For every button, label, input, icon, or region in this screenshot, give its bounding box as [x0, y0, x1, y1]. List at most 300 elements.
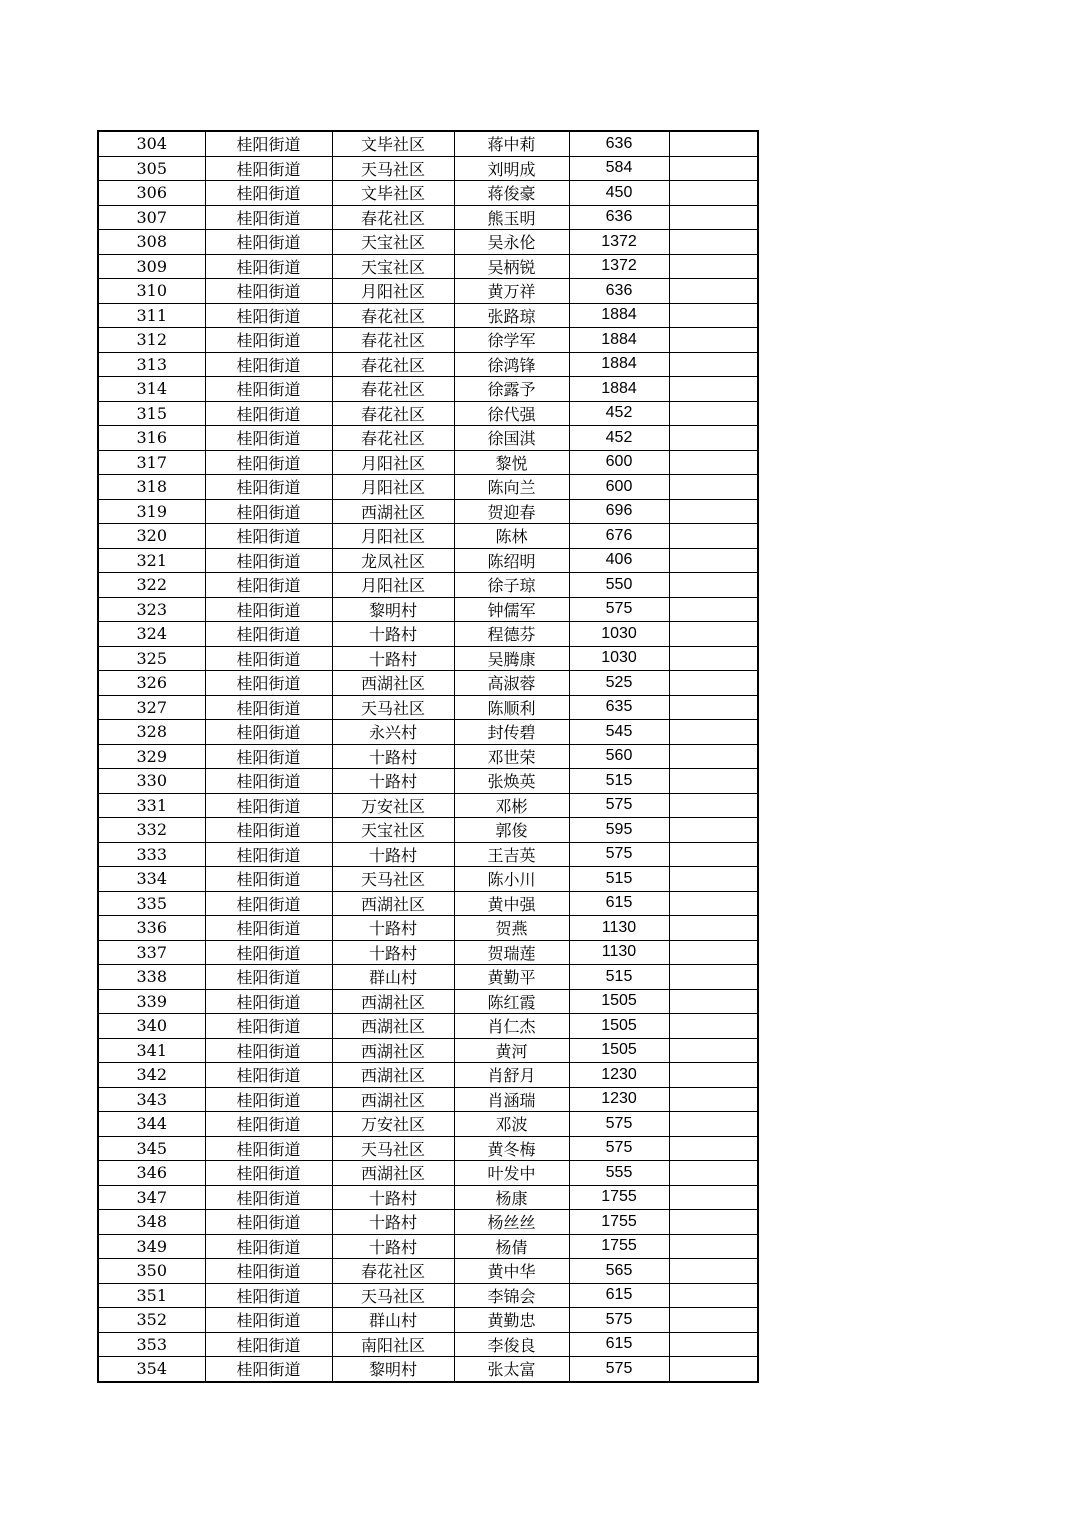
- cell-street: 桂阳街道: [205, 573, 332, 598]
- cell-name: 张太富: [454, 1357, 569, 1382]
- cell-number: 341: [98, 1038, 205, 1063]
- table-row: [98, 1136, 758, 1161]
- cell-name: 封传碧: [454, 720, 569, 745]
- cell-name: 郭俊: [454, 818, 569, 843]
- cell-community: 春花社区: [332, 328, 454, 353]
- cell-community: 月阳社区: [332, 524, 454, 549]
- cell-name: 熊玉明: [454, 205, 569, 230]
- cell-note: [669, 1283, 758, 1308]
- cell-amount: 565: [569, 1259, 669, 1284]
- table-row: [98, 352, 758, 377]
- cell-number: 335: [98, 891, 205, 916]
- cell-street: 桂阳街道: [205, 695, 332, 720]
- cell-street: 桂阳街道: [205, 1283, 332, 1308]
- cell-name: 杨倩: [454, 1234, 569, 1259]
- cell-number: 326: [98, 671, 205, 696]
- cell-street: 桂阳街道: [205, 1014, 332, 1039]
- cell-amount: 615: [569, 891, 669, 916]
- cell-street: 桂阳街道: [205, 622, 332, 647]
- cell-name: 陈绍明: [454, 548, 569, 573]
- cell-note: [669, 181, 758, 206]
- cell-amount: 1505: [569, 1014, 669, 1039]
- table-row: [98, 131, 758, 156]
- cell-number: 330: [98, 769, 205, 794]
- cell-amount: 636: [569, 205, 669, 230]
- cell-note: [669, 793, 758, 818]
- table-row: [98, 401, 758, 426]
- cell-amount: 1884: [569, 328, 669, 353]
- cell-note: [669, 965, 758, 990]
- cell-note: [669, 1259, 758, 1284]
- cell-amount: 600: [569, 475, 669, 500]
- cell-amount: 450: [569, 181, 669, 206]
- cell-community: 黎明村: [332, 1357, 454, 1382]
- cell-community: 天宝社区: [332, 818, 454, 843]
- table-row: [98, 1063, 758, 1088]
- cell-street: 桂阳街道: [205, 867, 332, 892]
- cell-community: 群山村: [332, 965, 454, 990]
- cell-note: [669, 548, 758, 573]
- cell-number: 338: [98, 965, 205, 990]
- table-row: [98, 524, 758, 549]
- cell-note: [669, 1161, 758, 1186]
- table-row: [98, 1357, 758, 1382]
- cell-note: [669, 1308, 758, 1333]
- cell-number: 317: [98, 450, 205, 475]
- cell-note: [669, 426, 758, 451]
- cell-note: [669, 744, 758, 769]
- cell-name: 邓世荣: [454, 744, 569, 769]
- cell-name: 蒋中莉: [454, 131, 569, 156]
- cell-community: 西湖社区: [332, 1014, 454, 1039]
- cell-note: [669, 1210, 758, 1235]
- cell-community: 万安社区: [332, 1112, 454, 1137]
- cell-number: 312: [98, 328, 205, 353]
- cell-street: 桂阳街道: [205, 1161, 332, 1186]
- table-row: [98, 720, 758, 745]
- cell-street: 桂阳街道: [205, 891, 332, 916]
- cell-number: 336: [98, 916, 205, 941]
- cell-community: 春花社区: [332, 1259, 454, 1284]
- cell-name: 徐子琼: [454, 573, 569, 598]
- cell-name: 李锦会: [454, 1283, 569, 1308]
- cell-number: 309: [98, 254, 205, 279]
- cell-name: 肖仁杰: [454, 1014, 569, 1039]
- cell-number: 324: [98, 622, 205, 647]
- cell-community: 西湖社区: [332, 671, 454, 696]
- cell-amount: 1884: [569, 352, 669, 377]
- cell-street: 桂阳街道: [205, 1112, 332, 1137]
- table-row: [98, 965, 758, 990]
- cell-amount: 575: [569, 1112, 669, 1137]
- cell-community: 天马社区: [332, 1136, 454, 1161]
- cell-number: 319: [98, 499, 205, 524]
- cell-note: [669, 156, 758, 181]
- cell-amount: 676: [569, 524, 669, 549]
- table-row: [98, 205, 758, 230]
- cell-amount: 1372: [569, 230, 669, 255]
- cell-number: 334: [98, 867, 205, 892]
- cell-note: [669, 377, 758, 402]
- cell-community: 十路村: [332, 1185, 454, 1210]
- table-row: [98, 818, 758, 843]
- cell-name: 徐国淇: [454, 426, 569, 451]
- cell-number: 310: [98, 279, 205, 304]
- cell-street: 桂阳街道: [205, 1136, 332, 1161]
- cell-street: 桂阳街道: [205, 401, 332, 426]
- cell-note: [669, 279, 758, 304]
- table-row: [98, 548, 758, 573]
- table-row: [98, 646, 758, 671]
- cell-number: 315: [98, 401, 205, 426]
- cell-note: [669, 475, 758, 500]
- cell-street: 桂阳街道: [205, 1332, 332, 1357]
- cell-community: 天马社区: [332, 695, 454, 720]
- table-row: [98, 1014, 758, 1039]
- cell-amount: 575: [569, 1357, 669, 1382]
- cell-amount: 515: [569, 867, 669, 892]
- cell-note: [669, 1185, 758, 1210]
- table-row: [98, 1185, 758, 1210]
- cell-name: 程德芬: [454, 622, 569, 647]
- cell-number: 350: [98, 1259, 205, 1284]
- cell-amount: 575: [569, 842, 669, 867]
- cell-note: [669, 695, 758, 720]
- cell-amount: 595: [569, 818, 669, 843]
- cell-name: 邓彬: [454, 793, 569, 818]
- cell-note: [669, 1038, 758, 1063]
- cell-number: 331: [98, 793, 205, 818]
- cell-note: [669, 818, 758, 843]
- cell-community: 月阳社区: [332, 450, 454, 475]
- cell-community: 天马社区: [332, 867, 454, 892]
- cell-note: [669, 1332, 758, 1357]
- table-row: [98, 769, 758, 794]
- table-row: [98, 475, 758, 500]
- cell-name: 黄冬梅: [454, 1136, 569, 1161]
- cell-name: 叶发中: [454, 1161, 569, 1186]
- cell-name: 吴腾康: [454, 646, 569, 671]
- cell-street: 桂阳街道: [205, 671, 332, 696]
- cell-amount: 615: [569, 1283, 669, 1308]
- table-row: [98, 989, 758, 1014]
- table-row: [98, 793, 758, 818]
- cell-number: 314: [98, 377, 205, 402]
- cell-amount: 615: [569, 1332, 669, 1357]
- cell-number: 308: [98, 230, 205, 255]
- table-row: [98, 940, 758, 965]
- cell-street: 桂阳街道: [205, 1259, 332, 1284]
- table-row: [98, 1210, 758, 1235]
- cell-amount: 635: [569, 695, 669, 720]
- cell-number: 320: [98, 524, 205, 549]
- cell-street: 桂阳街道: [205, 254, 332, 279]
- cell-amount: 555: [569, 1161, 669, 1186]
- cell-number: 327: [98, 695, 205, 720]
- cell-number: 348: [98, 1210, 205, 1235]
- cell-community: 十路村: [332, 744, 454, 769]
- cell-note: [669, 867, 758, 892]
- cell-number: 329: [98, 744, 205, 769]
- table-body: [98, 131, 758, 1382]
- cell-number: 316: [98, 426, 205, 451]
- cell-street: 桂阳街道: [205, 1308, 332, 1333]
- cell-street: 桂阳街道: [205, 1185, 332, 1210]
- table-row: [98, 1161, 758, 1186]
- cell-note: [669, 720, 758, 745]
- cell-amount: 1030: [569, 646, 669, 671]
- cell-name: 陈红霞: [454, 989, 569, 1014]
- cell-street: 桂阳街道: [205, 181, 332, 206]
- cell-amount: 1130: [569, 940, 669, 965]
- cell-name: 杨丝丝: [454, 1210, 569, 1235]
- cell-note: [669, 1136, 758, 1161]
- cell-amount: 1884: [569, 377, 669, 402]
- cell-community: 天宝社区: [332, 254, 454, 279]
- cell-amount: 560: [569, 744, 669, 769]
- cell-amount: 545: [569, 720, 669, 745]
- cell-name: 钟儒军: [454, 597, 569, 622]
- table-row: [98, 1308, 758, 1333]
- cell-amount: 584: [569, 156, 669, 181]
- cell-name: 黄勤平: [454, 965, 569, 990]
- cell-street: 桂阳街道: [205, 524, 332, 549]
- cell-note: [669, 205, 758, 230]
- cell-community: 文毕社区: [332, 131, 454, 156]
- cell-number: 328: [98, 720, 205, 745]
- cell-community: 天宝社区: [332, 230, 454, 255]
- cell-amount: 515: [569, 769, 669, 794]
- cell-street: 桂阳街道: [205, 1210, 332, 1235]
- cell-community: 十路村: [332, 940, 454, 965]
- cell-name: 陈向兰: [454, 475, 569, 500]
- cell-note: [669, 303, 758, 328]
- cell-street: 桂阳街道: [205, 352, 332, 377]
- cell-note: [669, 1234, 758, 1259]
- cell-number: 352: [98, 1308, 205, 1333]
- cell-note: [669, 131, 758, 156]
- cell-number: 333: [98, 842, 205, 867]
- cell-name: 黄中强: [454, 891, 569, 916]
- cell-name: 黄万祥: [454, 279, 569, 304]
- table-row: [98, 156, 758, 181]
- cell-note: [669, 940, 758, 965]
- cell-community: 西湖社区: [332, 989, 454, 1014]
- cell-street: 桂阳街道: [205, 989, 332, 1014]
- cell-amount: 1372: [569, 254, 669, 279]
- cell-name: 徐学军: [454, 328, 569, 353]
- cell-note: [669, 352, 758, 377]
- table-row: [98, 426, 758, 451]
- cell-number: 340: [98, 1014, 205, 1039]
- cell-street: 桂阳街道: [205, 205, 332, 230]
- table-row: [98, 230, 758, 255]
- cell-note: [669, 622, 758, 647]
- cell-amount: 575: [569, 597, 669, 622]
- cell-street: 桂阳街道: [205, 720, 332, 745]
- cell-amount: 575: [569, 1136, 669, 1161]
- cell-name: 王吉英: [454, 842, 569, 867]
- cell-community: 月阳社区: [332, 573, 454, 598]
- cell-name: 肖舒月: [454, 1063, 569, 1088]
- cell-name: 李俊良: [454, 1332, 569, 1357]
- cell-street: 桂阳街道: [205, 940, 332, 965]
- cell-street: 桂阳街道: [205, 769, 332, 794]
- table-row: [98, 254, 758, 279]
- cell-name: 贺瑞莲: [454, 940, 569, 965]
- table-row: [98, 1234, 758, 1259]
- table-row: [98, 328, 758, 353]
- cell-community: 西湖社区: [332, 1063, 454, 1088]
- cell-street: 桂阳街道: [205, 475, 332, 500]
- cell-note: [669, 842, 758, 867]
- cell-street: 桂阳街道: [205, 1038, 332, 1063]
- cell-name: 黄勤忠: [454, 1308, 569, 1333]
- cell-community: 西湖社区: [332, 1087, 454, 1112]
- cell-note: [669, 1087, 758, 1112]
- cell-street: 桂阳街道: [205, 450, 332, 475]
- cell-note: [669, 230, 758, 255]
- cell-number: 305: [98, 156, 205, 181]
- cell-number: 306: [98, 181, 205, 206]
- cell-number: 332: [98, 818, 205, 843]
- cell-note: [669, 989, 758, 1014]
- cell-street: 桂阳街道: [205, 1087, 332, 1112]
- cell-community: 十路村: [332, 646, 454, 671]
- cell-street: 桂阳街道: [205, 131, 332, 156]
- cell-street: 桂阳街道: [205, 965, 332, 990]
- cell-community: 群山村: [332, 1308, 454, 1333]
- table-row: [98, 842, 758, 867]
- cell-amount: 452: [569, 401, 669, 426]
- cell-name: 陈林: [454, 524, 569, 549]
- cell-name: 贺燕: [454, 916, 569, 941]
- cell-number: 351: [98, 1283, 205, 1308]
- table-row: [98, 1112, 758, 1137]
- cell-note: [669, 328, 758, 353]
- table-row: [98, 671, 758, 696]
- table-row: [98, 695, 758, 720]
- cell-name: 蒋俊豪: [454, 181, 569, 206]
- table-row: [98, 303, 758, 328]
- cell-name: 肖涵瑞: [454, 1087, 569, 1112]
- cell-street: 桂阳街道: [205, 1357, 332, 1382]
- cell-name: 陈小川: [454, 867, 569, 892]
- table-row: [98, 1332, 758, 1357]
- cell-note: [669, 401, 758, 426]
- cell-street: 桂阳街道: [205, 279, 332, 304]
- cell-note: [669, 597, 758, 622]
- cell-number: 347: [98, 1185, 205, 1210]
- table-row: [98, 279, 758, 304]
- cell-note: [669, 916, 758, 941]
- cell-community: 十路村: [332, 1234, 454, 1259]
- table-row: [98, 377, 758, 402]
- cell-number: 311: [98, 303, 205, 328]
- cell-community: 十路村: [332, 1210, 454, 1235]
- cell-community: 春花社区: [332, 377, 454, 402]
- cell-name: 邓波: [454, 1112, 569, 1137]
- cell-note: [669, 671, 758, 696]
- cell-street: 桂阳街道: [205, 916, 332, 941]
- cell-amount: 1130: [569, 916, 669, 941]
- cell-number: 325: [98, 646, 205, 671]
- cell-community: 永兴村: [332, 720, 454, 745]
- cell-amount: 575: [569, 1308, 669, 1333]
- cell-number: 337: [98, 940, 205, 965]
- cell-street: 桂阳街道: [205, 328, 332, 353]
- cell-amount: 1230: [569, 1063, 669, 1088]
- cell-street: 桂阳街道: [205, 303, 332, 328]
- cell-amount: 1030: [569, 622, 669, 647]
- cell-community: 黎明村: [332, 597, 454, 622]
- cell-community: 月阳社区: [332, 279, 454, 304]
- cell-amount: 696: [569, 499, 669, 524]
- cell-note: [669, 573, 758, 598]
- cell-community: 南阳社区: [332, 1332, 454, 1357]
- cell-number: 322: [98, 573, 205, 598]
- cell-name: 刘明成: [454, 156, 569, 181]
- cell-street: 桂阳街道: [205, 646, 332, 671]
- table-row: [98, 1038, 758, 1063]
- cell-number: 307: [98, 205, 205, 230]
- cell-community: 十路村: [332, 622, 454, 647]
- table-row: [98, 1259, 758, 1284]
- table-row: [98, 916, 758, 941]
- cell-note: [669, 1112, 758, 1137]
- cell-name: 吴永伦: [454, 230, 569, 255]
- cell-street: 桂阳街道: [205, 842, 332, 867]
- cell-community: 春花社区: [332, 352, 454, 377]
- cell-name: 陈顺利: [454, 695, 569, 720]
- cell-street: 桂阳街道: [205, 377, 332, 402]
- table-row: [98, 622, 758, 647]
- cell-number: 321: [98, 548, 205, 573]
- cell-amount: 1755: [569, 1185, 669, 1210]
- cell-street: 桂阳街道: [205, 1234, 332, 1259]
- cell-community: 万安社区: [332, 793, 454, 818]
- table-row: [98, 573, 758, 598]
- cell-number: 318: [98, 475, 205, 500]
- cell-community: 西湖社区: [332, 499, 454, 524]
- table-row: [98, 867, 758, 892]
- cell-community: 春花社区: [332, 426, 454, 451]
- cell-community: 十路村: [332, 916, 454, 941]
- cell-community: 十路村: [332, 769, 454, 794]
- cell-note: [669, 524, 758, 549]
- cell-number: 345: [98, 1136, 205, 1161]
- cell-amount: 452: [569, 426, 669, 451]
- cell-number: 304: [98, 131, 205, 156]
- cell-amount: 550: [569, 573, 669, 598]
- cell-street: 桂阳街道: [205, 499, 332, 524]
- cell-community: 十路村: [332, 842, 454, 867]
- cell-name: 吴柄锐: [454, 254, 569, 279]
- cell-note: [669, 646, 758, 671]
- cell-community: 龙凤社区: [332, 548, 454, 573]
- table-row: [98, 1087, 758, 1112]
- cell-amount: 1884: [569, 303, 669, 328]
- cell-amount: 1505: [569, 989, 669, 1014]
- cell-name: 高淑蓉: [454, 671, 569, 696]
- cell-note: [669, 769, 758, 794]
- cell-amount: 1755: [569, 1234, 669, 1259]
- cell-number: 342: [98, 1063, 205, 1088]
- cell-number: 349: [98, 1234, 205, 1259]
- table-row: [98, 499, 758, 524]
- cell-community: 春花社区: [332, 205, 454, 230]
- cell-name: 杨康: [454, 1185, 569, 1210]
